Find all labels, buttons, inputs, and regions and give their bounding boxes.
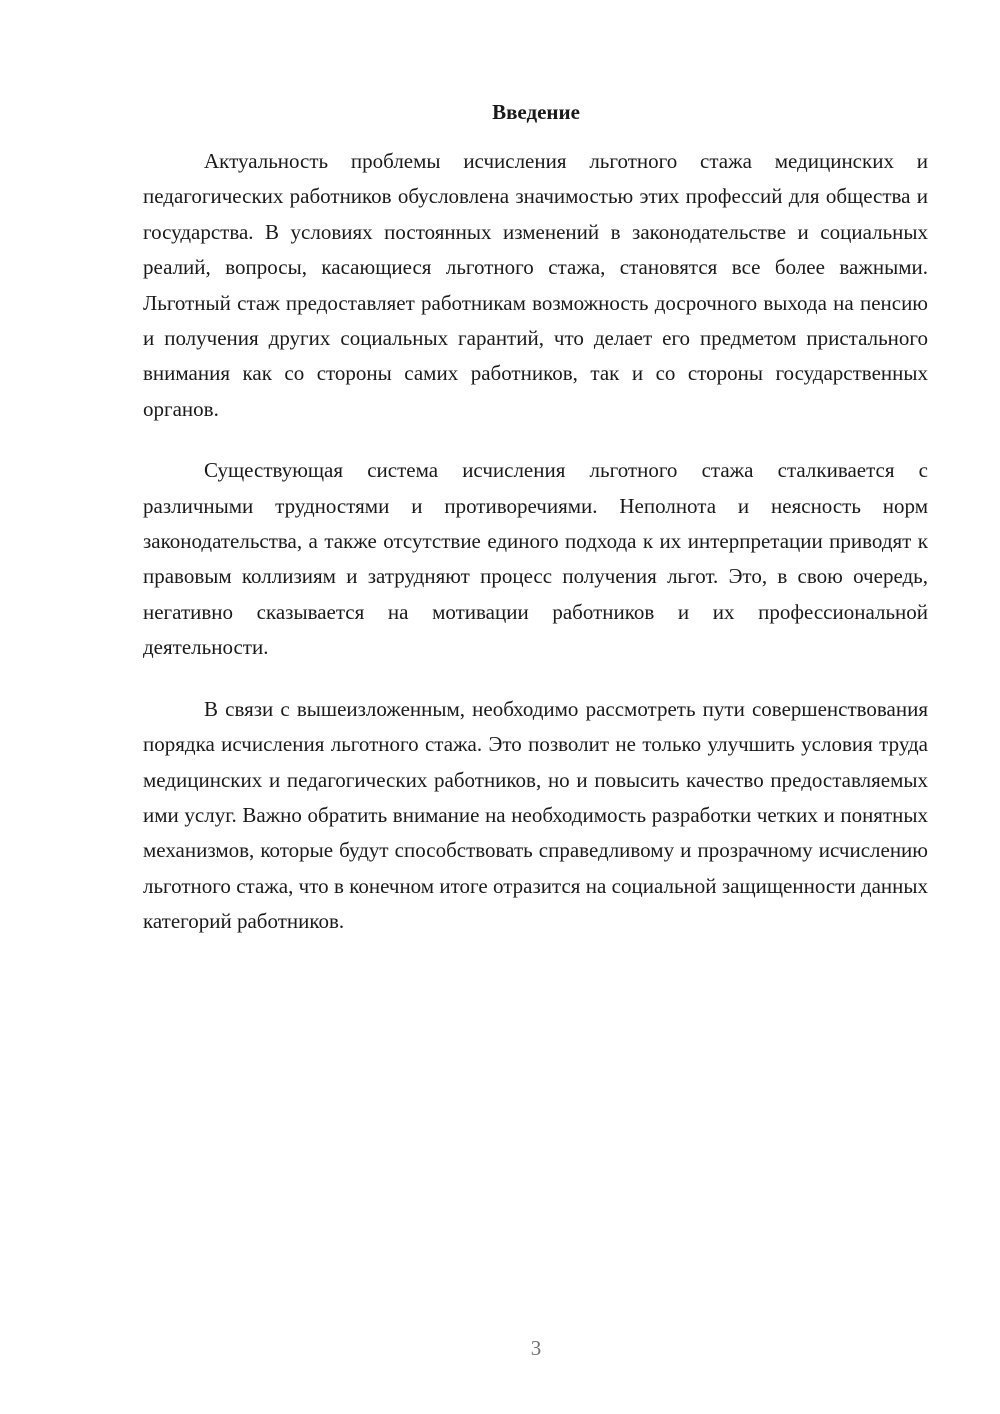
page-number: 3 [530,1336,542,1360]
paragraph-2: Существующая система исчисления льготного стажа сталкивается с различными трудностями и противоречиями. Неполнота и неясность норм законодательства, а также отсутствие единого подхода к их интерпретации приводят к правовым коллизиям и затрудняют процесс получения льгот. Это, в свою очередь, негативно сказывается на мотивации работников и их профессиональной деятельности. [143,458,928,660]
paragraph-1: Актуальность проблемы исчисления льготного стажа медицинских и педагогических работников обусловлена значимостью этих профессий для общества и государства. В условиях постоянных изменений в законодательстве и социальных реалий, вопросы, касающиеся льготного стажа, становятся все более важными. Льготный стаж предоставляет работникам возможность досрочного выхода на пенсию и получения других социальных гарантий, что делает его предметом пристального внимания как со стороны самих работников, так и со стороны государственных органов. [143,149,928,421]
body-text [143,144,928,966]
paragraph-3: В связи с вышеизложенным, необходимо рассмотреть пути совершенствования порядка исчисления льготного стажа. Это позволит не только улучшить условия труда медицинских и педагогических работников, но и повысить качество предоставляемых ими услуг. Важно обратить внимание на необходимость разработки четких и понятных механизмов, которые будут способствовать справедливому и прозрачному исчислению льготного стажа, что в конечном итоге отразится на социальной защищенности данных категорий работников. [143,696,928,934]
section-heading: Введение [492,100,580,124]
